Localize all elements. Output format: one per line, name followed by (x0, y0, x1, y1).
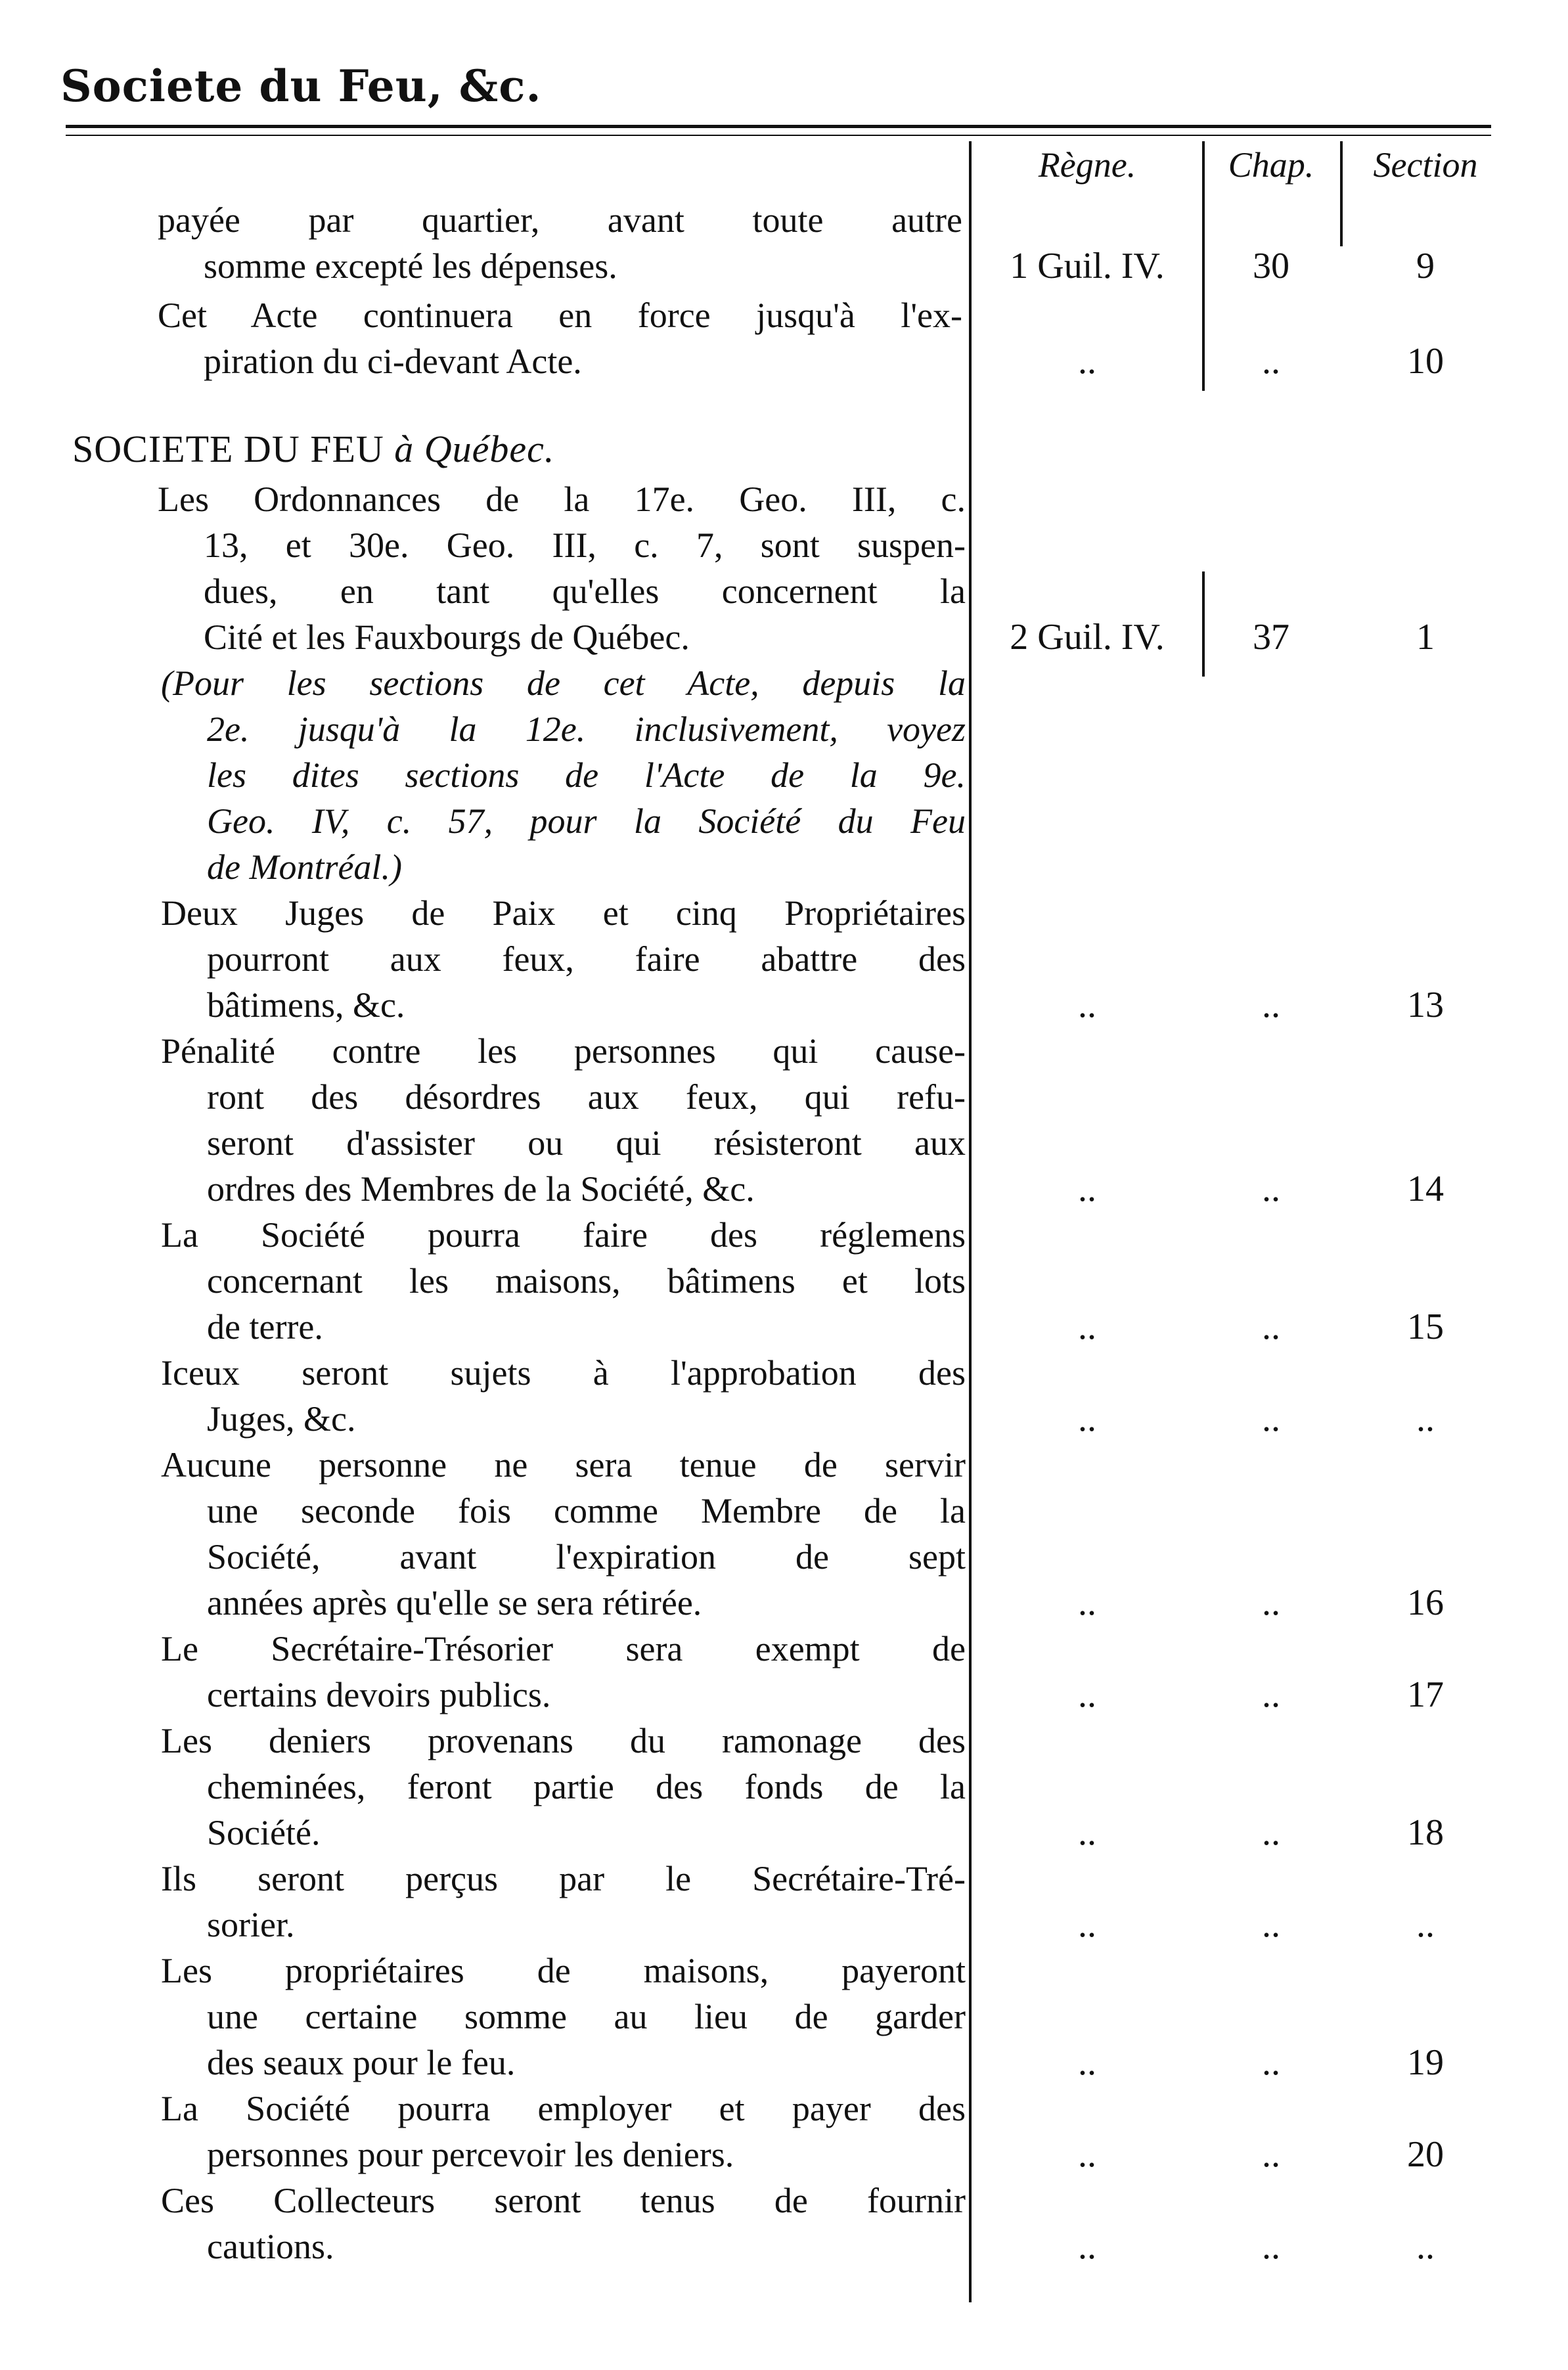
intro-entry-1-text (158, 292, 962, 384)
entry-3-chap: .. (1262, 1398, 1280, 1439)
entry-line: dues, en tant qu'elles concernent la (204, 571, 966, 611)
entry-9-text (161, 2086, 966, 2178)
entry-10-regne: .. (1078, 2226, 1096, 2267)
note-line: 2e. jusqu'à la 12e. inclusivement, voyez (207, 709, 966, 749)
entry-1-regne: .. (1078, 1169, 1096, 1209)
entry-line: La Société pourra employer et payer des (161, 2089, 966, 2128)
entry-line: Deux Juges de Paix et cinq Propriétaires (161, 893, 966, 933)
entry-9-regne: .. (1078, 2134, 1096, 2175)
entry-3-section: .. (1416, 1398, 1435, 1439)
entry-5-chap: .. (1262, 1674, 1280, 1715)
entry-line: ordres des Membres de la Société, &c. (207, 1169, 755, 1209)
entry-line: Cet Acte continuera en force jusqu'à l'ex- (158, 296, 962, 335)
entry-line: Les propriétaires de maisons, payeront (161, 1951, 966, 1990)
entry-line: Pénalité contre les personnes qui cause- (161, 1031, 966, 1071)
entry-line: ront des désordres aux feux, qui refu- (207, 1077, 966, 1117)
running-head: Societe du Feu, &c. (60, 60, 542, 112)
column-header-regne: Règne. (1038, 145, 1136, 185)
first-entry-regne: 2 Guil. IV. (1010, 617, 1165, 658)
entry-line: Cité et les Fauxbourgs de Québec. (204, 617, 690, 657)
entry-8-text (161, 1948, 966, 2086)
entry-line: sorier. (207, 1905, 295, 1944)
entry-9-section: 20 (1407, 2134, 1444, 2175)
entry-4-chap: .. (1262, 1582, 1280, 1623)
entry-2-regne: .. (1078, 1307, 1096, 1347)
column-divider-chap (1340, 141, 1343, 246)
entry-9-chap: .. (1262, 2134, 1280, 2175)
entry-line: cautions. (207, 2227, 334, 2266)
entry-line: Les deniers provenans du ramonage des (161, 1721, 966, 1760)
section-heading (72, 427, 554, 471)
intro-entry-0-text (158, 197, 962, 289)
entry-line: Aucune personne ne sera tenue de servir (161, 1445, 966, 1485)
entry-1-chap: .. (1262, 1169, 1280, 1209)
entry-7-regne: .. (1078, 1904, 1096, 1945)
entry-4-regne: .. (1078, 1582, 1096, 1623)
entry-line: des seaux pour le feu. (207, 2043, 516, 2082)
entry-line: Le Secrétaire-Trésorier sera exempt de (161, 1629, 966, 1668)
entry-line: 13, et 30e. Geo. III, c. 7, sont suspen- (204, 525, 966, 565)
entry-0-regne: .. (1078, 985, 1096, 1025)
entry-line: bâtimens, &c. (207, 985, 405, 1025)
intro-entry-0-chap: 30 (1253, 246, 1289, 286)
entry-1-text (161, 1028, 966, 1212)
first-entry-section: 1 (1416, 617, 1435, 658)
section-heading-place: à Québec. (394, 428, 555, 470)
entry-line: Les Ordonnances de la 17e. Geo. III, c. (158, 480, 966, 519)
entry-line: payée par quartier, avant toute autre (158, 200, 962, 240)
intro-entry-0-regne: 1 Guil. IV. (1010, 246, 1165, 286)
intro-entry-0-section: 9 (1416, 246, 1435, 286)
entry-7-section: .. (1416, 1904, 1435, 1945)
entry-5-text (161, 1626, 966, 1718)
entry-7-chap: .. (1262, 1904, 1280, 1945)
entry-6-section: 18 (1407, 1812, 1444, 1853)
section-heading-title: SOCIETE DU FEU (72, 428, 395, 470)
column-divider-text (969, 141, 972, 2302)
entry-line: années après qu'elle se sera rétirée. (207, 1583, 702, 1622)
column-header-section: Section (1373, 145, 1478, 185)
entry-line: personnes pour percevoir les deniers. (207, 2135, 734, 2174)
entry-line: Ils seront perçus par le Secrétaire-Tré- (161, 1859, 966, 1898)
entry-line: concernant les maisons, bâtimens et lots (207, 1261, 966, 1301)
entry-line: Société. (207, 1813, 321, 1852)
note-line: Geo. IV, c. 57, pour la Société du Feu (207, 801, 966, 841)
entry-line: une seconde fois comme Membre de la (207, 1491, 966, 1531)
entry-line: cheminées, feront partie des fonds de la (207, 1767, 966, 1806)
entry-8-regne: .. (1078, 2042, 1096, 2083)
entry-line: une certaine somme au lieu de garder (207, 1997, 966, 2036)
entry-line: piration du ci-devant Acte. (204, 342, 582, 381)
entry-10-text (161, 2178, 966, 2269)
entry-line: seront d'assister ou qui résisteront aux (207, 1123, 966, 1163)
first-entry-text (158, 476, 966, 660)
entry-6-text (161, 1718, 966, 1856)
intro-entry-1-section: 10 (1407, 341, 1444, 382)
entry-line: Société, avant l'expiration de sept (207, 1537, 966, 1576)
column-header-chap: Chap. (1228, 145, 1314, 185)
entry-6-regne: .. (1078, 1812, 1096, 1853)
entry-8-section: 19 (1407, 2042, 1444, 2083)
entry-10-section: .. (1416, 2226, 1435, 2267)
entry-0-text (161, 890, 966, 1028)
intro-entry-1-chap: .. (1262, 341, 1280, 382)
entry-2-chap: .. (1262, 1307, 1280, 1347)
entry-line: pourront aux feux, faire abattre des (207, 939, 966, 979)
first-entry-chap: 37 (1253, 617, 1289, 658)
entry-line: Juges, &c. (207, 1399, 356, 1439)
entry-0-section: 13 (1407, 985, 1444, 1025)
entry-line: somme excepté les dépenses. (204, 246, 617, 286)
entry-7-text (161, 1856, 966, 1948)
entry-3-text (161, 1350, 966, 1442)
entry-4-text (161, 1442, 966, 1626)
entry-line: Ces Collecteurs seront tenus de fournir (161, 2181, 966, 2220)
entry-2-text (161, 1212, 966, 1350)
header-rule-thick (66, 125, 1491, 128)
note-line: de Montréal.) (207, 847, 402, 887)
entry-line: La Société pourra faire des réglemens (161, 1215, 966, 1255)
cross-reference-note (161, 660, 966, 890)
entry-line: Iceux seront sujets à l'approbation des (161, 1353, 966, 1393)
entry-5-regne: .. (1078, 1674, 1096, 1715)
entry-2-section: 15 (1407, 1307, 1444, 1347)
entry-5-section: 17 (1407, 1674, 1444, 1715)
intro-entry-1-regne: .. (1078, 341, 1096, 382)
header-rule-thin (66, 135, 1491, 136)
entry-6-chap: .. (1262, 1812, 1280, 1853)
entry-8-chap: .. (1262, 2042, 1280, 2083)
entry-3-regne: .. (1078, 1398, 1096, 1439)
entry-0-chap: .. (1262, 985, 1280, 1025)
entry-line: certains devoirs publics. (207, 1675, 551, 1714)
entry-1-section: 14 (1407, 1169, 1444, 1209)
note-line: les dites sections de l'Acte de la 9e. (207, 755, 966, 795)
entry-line: de terre. (207, 1307, 323, 1347)
entry-4-section: 16 (1407, 1582, 1444, 1623)
note-line: (Pour les sections de cet Acte, depuis la (161, 663, 966, 703)
entry-10-chap: .. (1262, 2226, 1280, 2267)
